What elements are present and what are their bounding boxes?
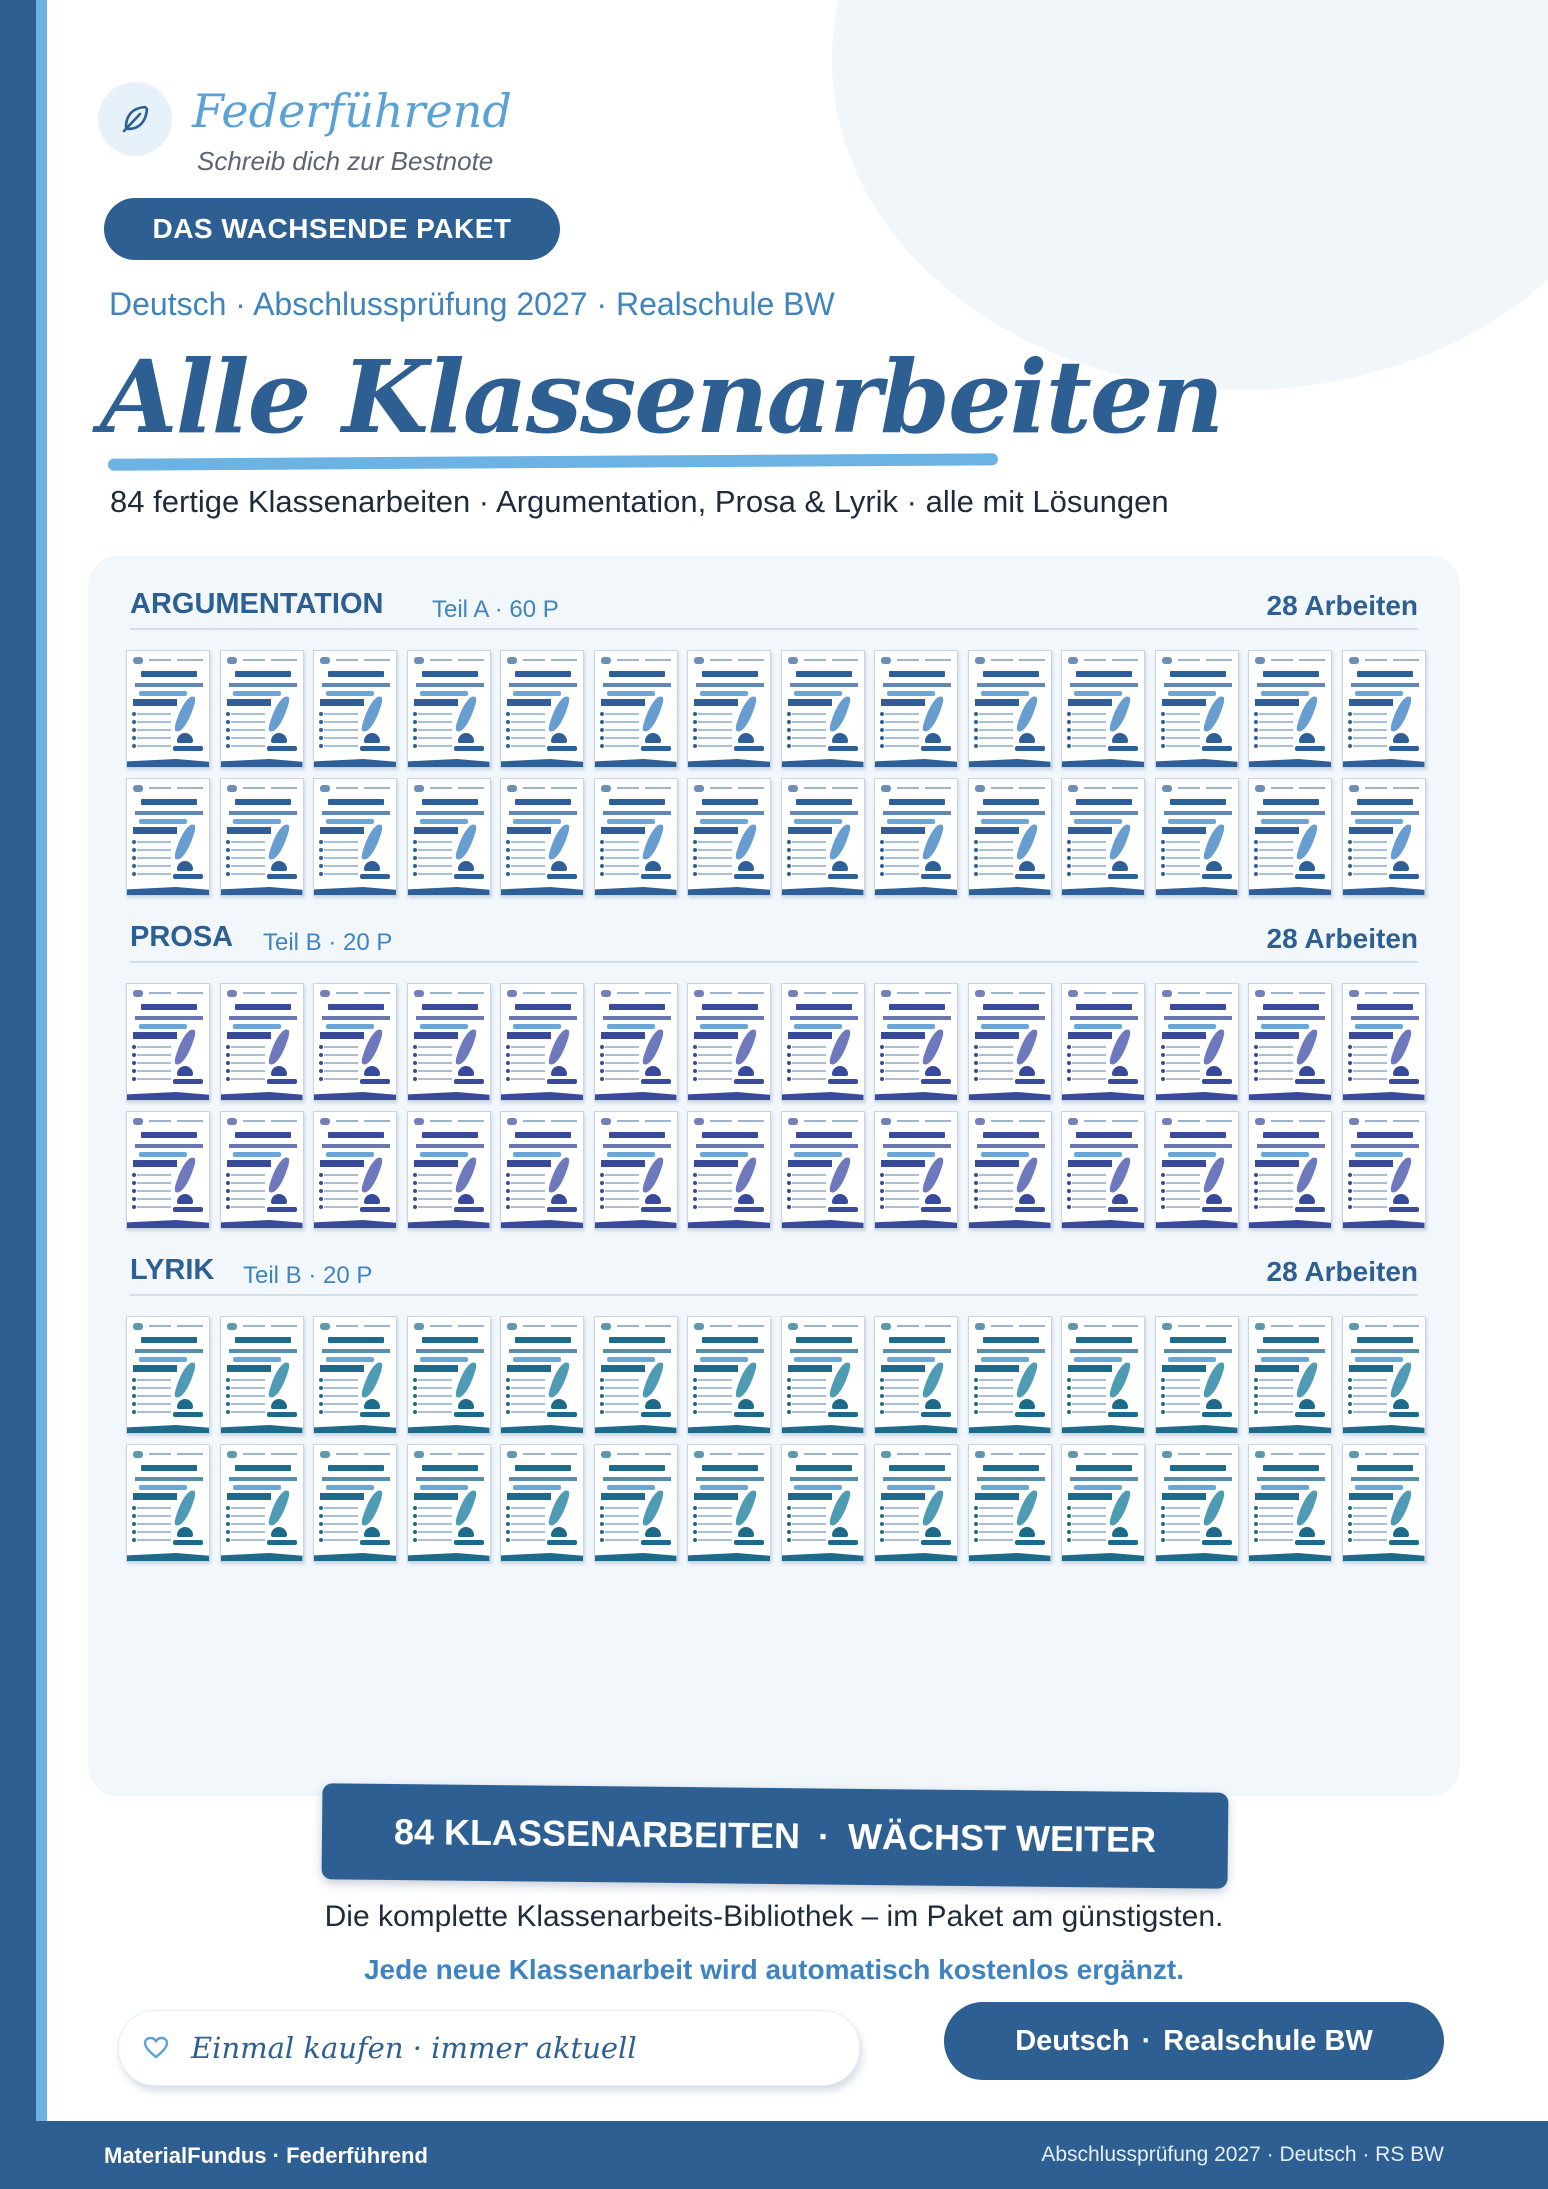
worksheet-thumbnail bbox=[1248, 778, 1332, 896]
worksheet-thumbnail bbox=[1342, 1316, 1426, 1434]
section-name: LYRIK bbox=[130, 1254, 215, 1286]
worksheet-thumbnail bbox=[313, 1444, 397, 1562]
worksheet-thumbnail bbox=[687, 650, 771, 768]
worksheet-thumbnail bbox=[407, 778, 491, 896]
page-title: Alle Klassenarbeiten bbox=[100, 338, 1223, 456]
worksheet-thumbnail bbox=[874, 778, 958, 896]
worksheet-thumbnail bbox=[594, 1444, 678, 1562]
cta-note: Jede neue Klassenarbeit wird automatisch kostenlos ergänzt. bbox=[363, 1954, 1185, 1985]
footer-right: Abschlussprüfung 2027 · Deutsch · RS BW bbox=[1041, 2143, 1444, 2166]
cta-right: WÄCHST WEITER bbox=[847, 1815, 1157, 1860]
worksheet-thumbnail bbox=[1155, 778, 1239, 896]
worksheet-thumbnail bbox=[1155, 1316, 1239, 1434]
worksheet-thumbnail bbox=[1061, 1316, 1145, 1434]
feather-icon bbox=[118, 102, 152, 136]
worksheet-thumbnail bbox=[1155, 650, 1239, 768]
worksheet-thumbnail bbox=[968, 778, 1052, 896]
worksheet-thumbnail bbox=[313, 1111, 397, 1229]
worksheet-thumbnail bbox=[220, 1444, 304, 1562]
worksheet-thumbnail bbox=[1248, 1316, 1332, 1434]
worksheet-thumbnail bbox=[313, 983, 397, 1101]
thumbnail-grid-argumentation bbox=[126, 650, 1426, 896]
worksheet-thumbnail bbox=[781, 1111, 865, 1229]
cta-separator: · bbox=[817, 1815, 831, 1857]
section-count: 28 Arbeiten bbox=[1266, 923, 1418, 954]
worksheet-thumbnail bbox=[1342, 983, 1426, 1101]
worksheet-thumbnail bbox=[313, 1316, 397, 1434]
section-name: PROSA bbox=[130, 921, 234, 953]
worksheet-thumbnail bbox=[500, 778, 584, 896]
left-accent-bar bbox=[0, 0, 36, 2121]
worksheet-thumbnail bbox=[126, 1111, 210, 1229]
subject-tag-separator: · bbox=[1141, 2024, 1152, 2057]
worksheet-thumbnail bbox=[594, 1111, 678, 1229]
worksheet-thumbnail bbox=[1061, 650, 1145, 768]
worksheet-thumbnail bbox=[220, 1316, 304, 1434]
worksheet-thumbnail bbox=[594, 650, 678, 768]
worksheet-thumbnail bbox=[687, 1316, 771, 1434]
worksheet-thumbnail bbox=[1342, 1111, 1426, 1229]
section-subtitle: Teil B · 20 P bbox=[263, 929, 393, 956]
worksheet-thumbnail bbox=[500, 650, 584, 768]
worksheet-thumbnail bbox=[1248, 1111, 1332, 1229]
worksheet-thumbnail bbox=[1061, 983, 1145, 1101]
thumbnail-grid-prosa bbox=[126, 983, 1426, 1229]
worksheet-thumbnail bbox=[687, 983, 771, 1101]
worksheet-thumbnail bbox=[1342, 778, 1426, 896]
worksheet-thumbnail bbox=[1061, 778, 1145, 896]
worksheet-thumbnail bbox=[687, 778, 771, 896]
logo-badge bbox=[98, 82, 172, 156]
worksheet-thumbnail bbox=[500, 1444, 584, 1562]
left-accent-stripe bbox=[36, 0, 47, 2121]
promise-text: Einmal kaufen · immer aktuell bbox=[191, 2031, 637, 2065]
promise-pill bbox=[118, 2010, 860, 2086]
worksheet-thumbnail bbox=[1248, 983, 1332, 1101]
worksheet-thumbnail bbox=[126, 1444, 210, 1562]
worksheet-thumbnail bbox=[500, 983, 584, 1101]
worksheet-thumbnail bbox=[1155, 983, 1239, 1101]
decorative-circle bbox=[832, 0, 1548, 390]
section-count: 28 Arbeiten bbox=[1266, 1256, 1418, 1287]
worksheet-thumbnail bbox=[500, 1111, 584, 1229]
worksheet-thumbnail bbox=[407, 1316, 491, 1434]
cta-left: 84 KLASSENARBEITEN bbox=[393, 1811, 801, 1857]
worksheet-thumbnail bbox=[968, 983, 1052, 1101]
worksheet-thumbnail bbox=[1155, 1444, 1239, 1562]
worksheet-thumbnail bbox=[1342, 1444, 1426, 1562]
worksheet-thumbnail bbox=[1248, 1444, 1332, 1562]
worksheet-thumbnail bbox=[968, 1316, 1052, 1434]
worksheet-thumbnail bbox=[781, 650, 865, 768]
worksheet-thumbnail bbox=[407, 650, 491, 768]
worksheet-thumbnail bbox=[594, 778, 678, 896]
brand-tagline: Schreib dich zur Bestnote bbox=[197, 146, 494, 176]
worksheet-thumbnail bbox=[874, 983, 958, 1101]
worksheet-thumbnail bbox=[126, 983, 210, 1101]
worksheet-thumbnail bbox=[1342, 650, 1426, 768]
worksheet-thumbnail bbox=[687, 1444, 771, 1562]
worksheet-thumbnail bbox=[968, 650, 1052, 768]
worksheet-thumbnail bbox=[781, 1444, 865, 1562]
worksheet-thumbnail bbox=[968, 1111, 1052, 1229]
worksheet-thumbnail bbox=[781, 778, 865, 896]
subject-tag-left: Deutsch bbox=[1015, 2024, 1130, 2057]
subject-tag bbox=[944, 2002, 1444, 2080]
worksheet-thumbnail bbox=[968, 1444, 1052, 1562]
section-name: ARGUMENTATION bbox=[130, 588, 384, 620]
worksheet-thumbnail bbox=[1061, 1111, 1145, 1229]
worksheet-thumbnail bbox=[407, 1444, 491, 1562]
worksheet-thumbnail bbox=[313, 650, 397, 768]
worksheet-thumbnail bbox=[874, 650, 958, 768]
worksheet-thumbnail bbox=[781, 1316, 865, 1434]
section-header-prosa bbox=[130, 921, 1418, 963]
worksheet-thumbnail bbox=[126, 1316, 210, 1434]
section-header-lyrik bbox=[130, 1254, 1418, 1296]
worksheet-thumbnail bbox=[1155, 1111, 1239, 1229]
worksheet-thumbnail bbox=[594, 1316, 678, 1434]
worksheet-thumbnail bbox=[874, 1444, 958, 1562]
worksheet-thumbnail bbox=[500, 1316, 584, 1434]
footer bbox=[0, 2121, 1548, 2189]
worksheet-thumbnail bbox=[874, 1316, 958, 1434]
worksheet-thumbnail bbox=[1061, 1444, 1145, 1562]
package-badge: DAS WACHSENDE PAKET bbox=[104, 198, 560, 260]
section-header-argumentation bbox=[130, 588, 1418, 630]
meta-line: Deutsch · Abschlussprüfung 2027 · Realschule BW bbox=[109, 286, 835, 322]
cta-banner bbox=[322, 1783, 1229, 1888]
cta-description: Die komplette Klassenarbeits-Bibliothek – im Paket am günstigsten. bbox=[324, 1900, 1224, 1933]
worksheet-thumbnail bbox=[1248, 650, 1332, 768]
worksheet-thumbnail bbox=[220, 650, 304, 768]
heart-icon bbox=[141, 2033, 171, 2063]
thumbnail-grid-lyrik bbox=[126, 1316, 1426, 1562]
section-count: 28 Arbeiten bbox=[1266, 590, 1418, 621]
worksheet-thumbnail bbox=[126, 650, 210, 768]
worksheet-thumbnail bbox=[220, 1111, 304, 1229]
section-subtitle: Teil A · 60 P bbox=[432, 596, 559, 623]
section-subtitle: Teil B · 20 P bbox=[243, 1262, 373, 1289]
worksheet-thumbnail bbox=[407, 1111, 491, 1229]
worksheet-thumbnail bbox=[220, 778, 304, 896]
worksheet-thumbnail bbox=[220, 983, 304, 1101]
worksheet-thumbnail bbox=[313, 778, 397, 896]
brand-name: Federführend bbox=[192, 84, 512, 138]
worksheet-thumbnail bbox=[874, 1111, 958, 1229]
footer-left: MaterialFundus · Federführend bbox=[104, 2143, 428, 2168]
worksheet-thumbnail bbox=[781, 983, 865, 1101]
worksheet-thumbnail bbox=[594, 983, 678, 1101]
worksheet-thumbnail bbox=[407, 983, 491, 1101]
worksheet-thumbnail bbox=[126, 778, 210, 896]
worksheet-thumbnail bbox=[687, 1111, 771, 1229]
page-subtitle: 84 fertige Klassenarbeiten · Argumentation, Prosa & Lyrik · alle mit Lösungen bbox=[110, 484, 1169, 519]
subject-tag-right: Realschule BW bbox=[1163, 2024, 1373, 2057]
